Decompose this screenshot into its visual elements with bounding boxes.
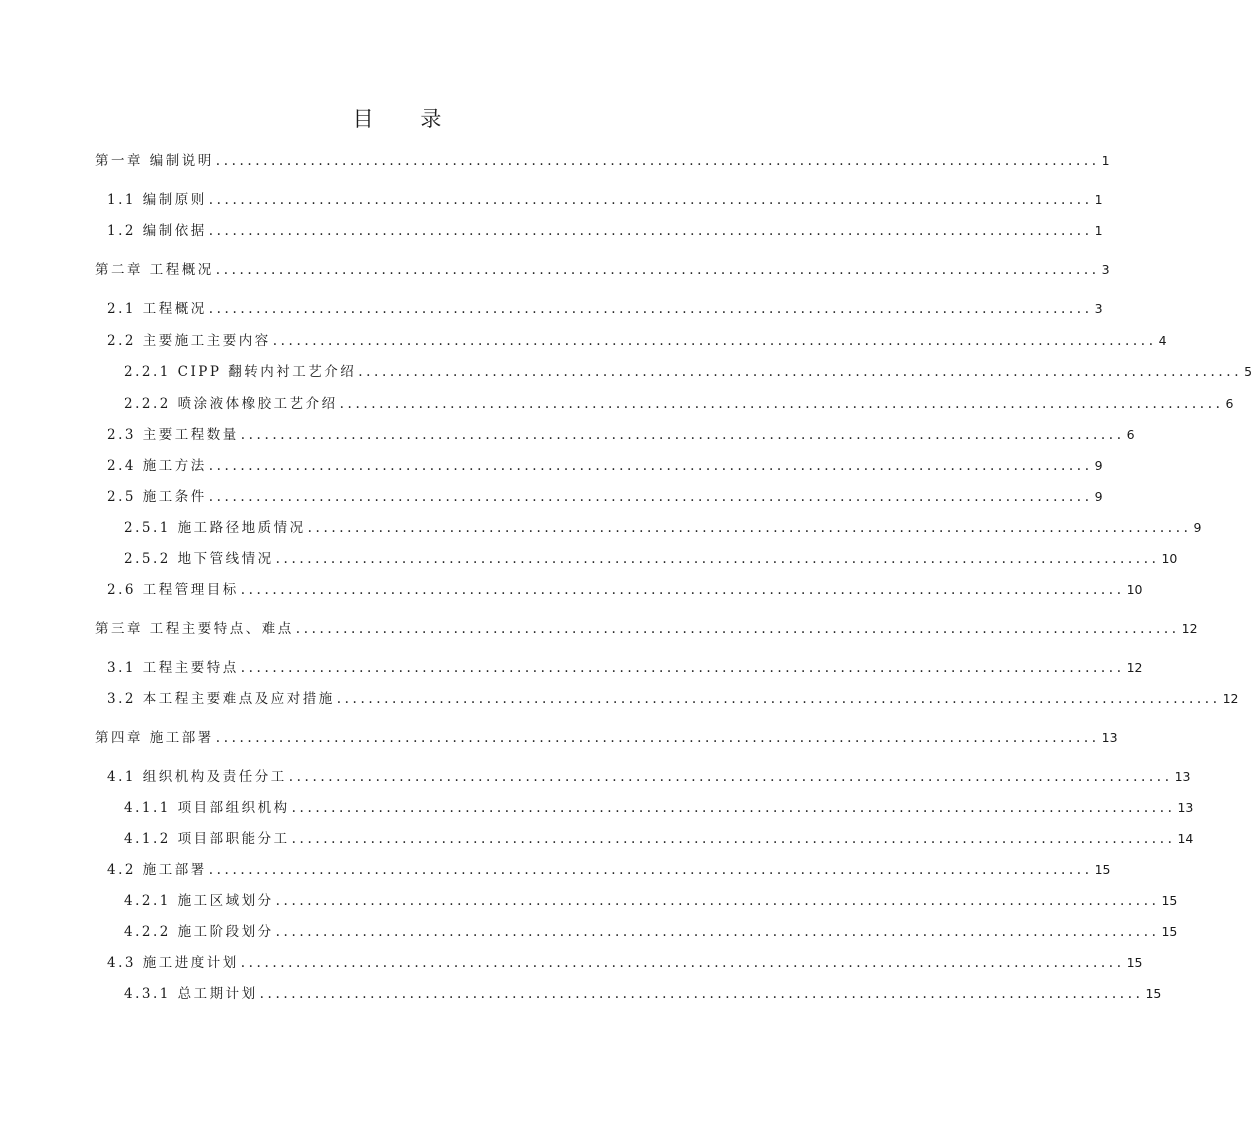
toc-entry-page: 10 <box>1126 582 1143 597</box>
toc-entry-label: 4.1.2 项目部职能分工 <box>124 831 290 847</box>
toc-entry-label: 2.1 工程概况 <box>107 301 207 317</box>
toc-entry-label: 3.1 工程主要特点 <box>107 660 239 676</box>
toc-leader: ................................................................................................................ <box>240 427 1125 443</box>
toc-entry-label: 第四章 施工部署 <box>95 730 214 746</box>
toc-entry-label: 4.1 组织机构及责任分工 <box>107 769 287 785</box>
toc-entry[interactable] <box>124 830 1194 848</box>
toc-entry-label: 第二章 工程概况 <box>95 262 214 278</box>
toc-leader: ................................................................................................................ <box>307 520 1192 536</box>
toc-entry-label: 2.2 主要施工主要内容 <box>107 333 271 349</box>
toc-entry-label: 2.2.1 CIPP 翻转内衬工艺介绍 <box>124 364 357 380</box>
toc-leader: ................................................................................................................ <box>336 691 1221 707</box>
toc-entry-label: 1.2 编制依据 <box>107 223 207 239</box>
toc-leader: ................................................................................................................ <box>291 800 1176 816</box>
toc-entry[interactable] <box>95 152 1110 170</box>
toc-leader: ................................................................................................................ <box>272 333 1157 349</box>
toc-entry-label: 4.1.1 项目部组织机构 <box>124 800 290 816</box>
toc-entry-label: 2.3 主要工程数量 <box>107 427 239 443</box>
toc-entry-page: 3 <box>1094 301 1103 316</box>
toc-entry-label: 1.1 编制原则 <box>107 192 207 208</box>
toc-entry[interactable] <box>107 332 1167 350</box>
toc-leader: ................................................................................................................ <box>259 986 1144 1002</box>
toc-leader: ................................................................................................................ <box>208 458 1093 474</box>
toc-entry-label: 2.4 施工方法 <box>107 458 207 474</box>
toc-entry-label: 第三章 工程主要特点、难点 <box>95 621 294 637</box>
toc-entry-page: 5 <box>1244 364 1252 379</box>
page-title: 目 录 <box>352 107 462 131</box>
toc-entry[interactable] <box>124 985 1162 1003</box>
toc-leader: ................................................................................................................ <box>215 730 1100 746</box>
toc-entry[interactable] <box>107 581 1143 599</box>
toc-entry-label: 3.2 本工程主要难点及应对措施 <box>107 691 335 707</box>
toc-entry-label: 第一章 编制说明 <box>95 153 214 169</box>
toc-leader: ................................................................................................................ <box>275 893 1160 909</box>
toc-entry-page: 3 <box>1101 262 1110 277</box>
toc-entry[interactable] <box>107 768 1191 786</box>
toc-entry-page: 13 <box>1174 769 1191 784</box>
toc-leader: ................................................................................................................ <box>295 621 1180 637</box>
toc-entry-label: 4.3.1 总工期计划 <box>124 986 258 1002</box>
toc-entry-page: 9 <box>1094 489 1103 504</box>
toc-entry-label: 2.2.2 喷涂液体橡胶工艺介绍 <box>124 396 338 412</box>
toc-entry[interactable] <box>124 923 1178 941</box>
toc-leader: ................................................................................................................ <box>275 551 1160 567</box>
toc-leader: ................................................................................................................ <box>208 192 1093 208</box>
toc-entry[interactable] <box>95 620 1198 638</box>
toc-entry-page: 6 <box>1126 427 1135 442</box>
toc-entry-page: 10 <box>1161 551 1178 566</box>
toc-entry-label: 4.3 施工进度计划 <box>107 955 239 971</box>
toc-leader: ................................................................................................................ <box>215 262 1100 278</box>
toc-entry-page: 9 <box>1193 520 1202 535</box>
toc-leader: ................................................................................................................ <box>208 301 1093 317</box>
toc-entry[interactable] <box>107 488 1103 506</box>
toc-entry-page: 1 <box>1101 153 1110 168</box>
toc-leader: ................................................................................................................ <box>291 831 1176 847</box>
toc-entry[interactable] <box>124 395 1234 413</box>
toc-leader: ................................................................................................................ <box>358 364 1243 380</box>
toc-entry[interactable] <box>107 659 1143 677</box>
toc-entry-label: 4.2.1 施工区域划分 <box>124 893 274 909</box>
toc-entry[interactable] <box>107 426 1135 444</box>
toc-entry[interactable] <box>107 954 1143 972</box>
toc-leader: ................................................................................................................ <box>208 862 1093 878</box>
toc-entry-label: 2.6 工程管理目标 <box>107 582 239 598</box>
toc-entry[interactable] <box>107 191 1103 209</box>
toc-entry[interactable] <box>107 861 1111 879</box>
toc-entry[interactable] <box>124 550 1178 568</box>
toc-entry-label: 2.5 施工条件 <box>107 489 207 505</box>
toc-entry-page: 15 <box>1145 986 1162 1001</box>
toc-entry-page: 12 <box>1126 660 1143 675</box>
toc-leader: ................................................................................................................ <box>275 924 1160 940</box>
toc-entry-page: 15 <box>1094 862 1111 877</box>
toc-leader: ................................................................................................................ <box>208 489 1093 505</box>
toc-entry-page: 12 <box>1222 691 1239 706</box>
toc-leader: ................................................................................................................ <box>288 769 1173 785</box>
toc-entry-page: 4 <box>1158 333 1167 348</box>
toc-entry-page: 15 <box>1126 955 1143 970</box>
toc-entry[interactable] <box>107 300 1103 318</box>
toc-entry[interactable] <box>107 457 1103 475</box>
toc-leader: ................................................................................................................ <box>339 396 1224 412</box>
toc-leader: ................................................................................................................ <box>240 660 1125 676</box>
toc-entry-page: 14 <box>1177 831 1194 846</box>
toc-entry-label: 2.5.2 地下管线情况 <box>124 551 274 567</box>
toc-entry[interactable] <box>124 892 1178 910</box>
toc-entry-page: 9 <box>1094 458 1103 473</box>
toc-entry[interactable] <box>95 729 1118 747</box>
toc-entry-label: 4.2 施工部署 <box>107 862 207 878</box>
toc-entry[interactable] <box>124 519 1202 537</box>
toc-leader: ................................................................................................................ <box>240 582 1125 598</box>
toc-entry-page: 13 <box>1177 800 1194 815</box>
toc-entry-page: 13 <box>1101 730 1118 745</box>
toc-entry-label: 4.2.2 施工阶段划分 <box>124 924 274 940</box>
toc-entry[interactable] <box>124 799 1194 817</box>
toc-leader: ................................................................................................................ <box>240 955 1125 971</box>
toc-entry-page: 15 <box>1161 924 1178 939</box>
toc-leader: ................................................................................................................ <box>215 153 1100 169</box>
toc-entry[interactable] <box>124 363 1252 381</box>
toc-entry[interactable] <box>107 690 1239 708</box>
toc-entry-label: 2.5.1 施工路径地质情况 <box>124 520 306 536</box>
toc-entry[interactable] <box>95 261 1110 279</box>
toc-entry-page: 1 <box>1094 192 1103 207</box>
toc-entry-page: 6 <box>1225 396 1234 411</box>
toc-entry-page: 15 <box>1161 893 1178 908</box>
toc-entry[interactable] <box>107 222 1103 240</box>
toc-leader: ................................................................................................................ <box>208 223 1093 239</box>
toc-entry-page: 12 <box>1181 621 1198 636</box>
toc-entry-page: 1 <box>1094 223 1103 238</box>
